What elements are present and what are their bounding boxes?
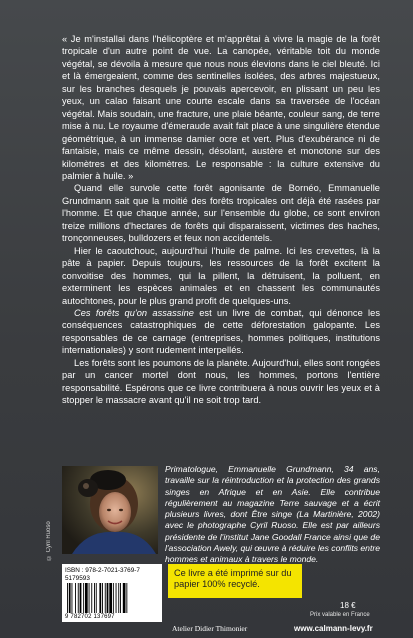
blurb-paragraph-2: Quand elle survole cette forêt agonisante de Bornéo, Emmanuelle Grundmann sait que la moitié des forêts tropicales ont déjà été rasées par l'homme. Et que chaque année, sur l'ensemble du globe, ce sont environ treize millions d'hectares de forêts qui disparaissent, victimes des haches, tronçonneuses, bulldozers et feux non accidentels. bbox=[62, 183, 380, 244]
publisher-name: Atelier Didier Thimonier bbox=[172, 624, 248, 633]
barcode-bar bbox=[109, 583, 112, 613]
price-note: Prix valable en France bbox=[310, 612, 370, 618]
barcode-bar bbox=[105, 583, 106, 613]
price: 18 € bbox=[340, 601, 356, 610]
barcode-bar bbox=[116, 583, 117, 613]
bio-part-3: . Elle contribue régulièrement au magazine Terre sauvage et a écrit plusieurs livres, dont Être singe bbox=[165, 486, 380, 520]
barcode-bar bbox=[118, 583, 119, 613]
author-photo bbox=[62, 466, 158, 554]
blurb-paragraph-4-rest: est un livre de combat, qui dénonce les conséquences catastrophiques de cette déforestation galopante. Les responsables de ce carnage (entreprises, hommes politiques, institutions internationales) y sont rudement interpellés. bbox=[62, 307, 381, 356]
author-bio bbox=[165, 464, 380, 566]
barcode-bar bbox=[123, 583, 126, 613]
barcode-bar bbox=[102, 583, 103, 613]
barcode-bar bbox=[80, 583, 82, 613]
blurb-paragraph-5: Les forêts sont les poumons de la planète. Aujourd'hui, elles sont rongées par un cancer mortel dont nous, les hommes, portons l'entière responsabilité. Espérons que ce livre contribuera à nous ouvrir les yeux et à stopper le massacre avant qu'il ne soit trop tard. bbox=[62, 357, 380, 406]
book-title-inline: Ces forêts qu'on assassine bbox=[74, 307, 194, 318]
barcode-digits: 9 782702 137697 bbox=[65, 614, 115, 620]
blurb-paragraph-4 bbox=[62, 307, 380, 357]
photo-credit: © Cyril Ruoso bbox=[46, 521, 52, 560]
barcode-bar bbox=[120, 583, 121, 613]
barcode-bar bbox=[67, 583, 68, 613]
barcode-bar bbox=[94, 583, 95, 613]
bio-book-ref: (La Martinière, 2002) bbox=[296, 509, 380, 520]
barcode-bar bbox=[72, 583, 73, 613]
barcode-bar bbox=[89, 583, 90, 613]
barcode-bar bbox=[99, 583, 101, 613]
barcode-bar bbox=[69, 583, 71, 613]
bio-asia: Asie bbox=[291, 486, 309, 497]
bio-part-4: avec le photographe Cyril Ruoso. Elle est par ailleurs présidente de l'institut Jane Goodall France ainsi que de l'association Awely, qui œuvre à réduire les conflits entre hommes et animaux à travers le monde. bbox=[165, 520, 380, 565]
barcode-bar bbox=[85, 583, 88, 613]
barcode-bar bbox=[83, 583, 84, 613]
internal-code: 5179593 bbox=[65, 575, 90, 582]
barcode-panel bbox=[62, 564, 162, 622]
isbn-label bbox=[65, 567, 140, 583]
barcode-bar bbox=[96, 583, 97, 613]
barcode-bar bbox=[107, 583, 109, 613]
blurb-text bbox=[62, 33, 380, 407]
isbn-number: ISBN : 978-2-7021-3769-7 bbox=[65, 567, 140, 574]
barcode-bar bbox=[113, 583, 114, 613]
publisher-website: www.calmann-levy.fr bbox=[294, 624, 373, 633]
barcode-bar bbox=[126, 583, 127, 613]
barcode-icon bbox=[66, 583, 158, 613]
recycled-paper-badge: Ce livre a été imprimé sur du papier 100% recyclé. bbox=[168, 564, 302, 598]
barcode-bar bbox=[78, 583, 79, 613]
quote-paragraph: « Je m'installai dans l'hélicoptère et m'apprêtai à vivre la magie de la forêt tropicale d'un autre point de vue. La canopée, véritable toit du monde végétal, se dévoila à mesure que nous nous élevions dans le ciel bleuté. Ici et là émergeaient, comme des sentinelles isolées, des arbres majestueux, sur les branches desquels je pouvais apercevoir, en plissant un peu les yeux, un calao faisant une courte escale dans sa traversée de l'océan végétal. Mais soudain, une fracture, une plaie béante, couleur sang, de terre mise à nu. Le royaume d'émeraude avait fait place à une singulière étendue géométrique, à un immense damier ocre et vert. Plus d'exubérance ni de fantaisie, mais ce même dessin, désolant, austère et monotone sur des kilomètres et des kilomètres. Le responsable : la culture extensive du palmier à huile. » bbox=[62, 34, 380, 181]
barcode-bar bbox=[75, 583, 76, 613]
blurb-paragraph-3: Hier le caoutchouc, aujourd'hui l'huile de palme. Ici les crevettes, là la pâte à papier. Depuis toujours, les ressources de la forêt excitent la convoitise des hommes, qui la pillent, la détruisent, la polluent, en exterminent les espèces animales et en chassent les communautés autochtones, pour le plus grand profit de quelques-uns. bbox=[62, 245, 380, 306]
bio-part-1: Primatologue, Emmanuelle Grundmann, 34 ans, travaille sur la réintroduction et la protection des grands singes en bbox=[165, 464, 380, 497]
bio-part-2: et en bbox=[245, 486, 292, 497]
barcode-bar bbox=[91, 583, 92, 613]
bio-africa: Afrique bbox=[218, 486, 246, 497]
